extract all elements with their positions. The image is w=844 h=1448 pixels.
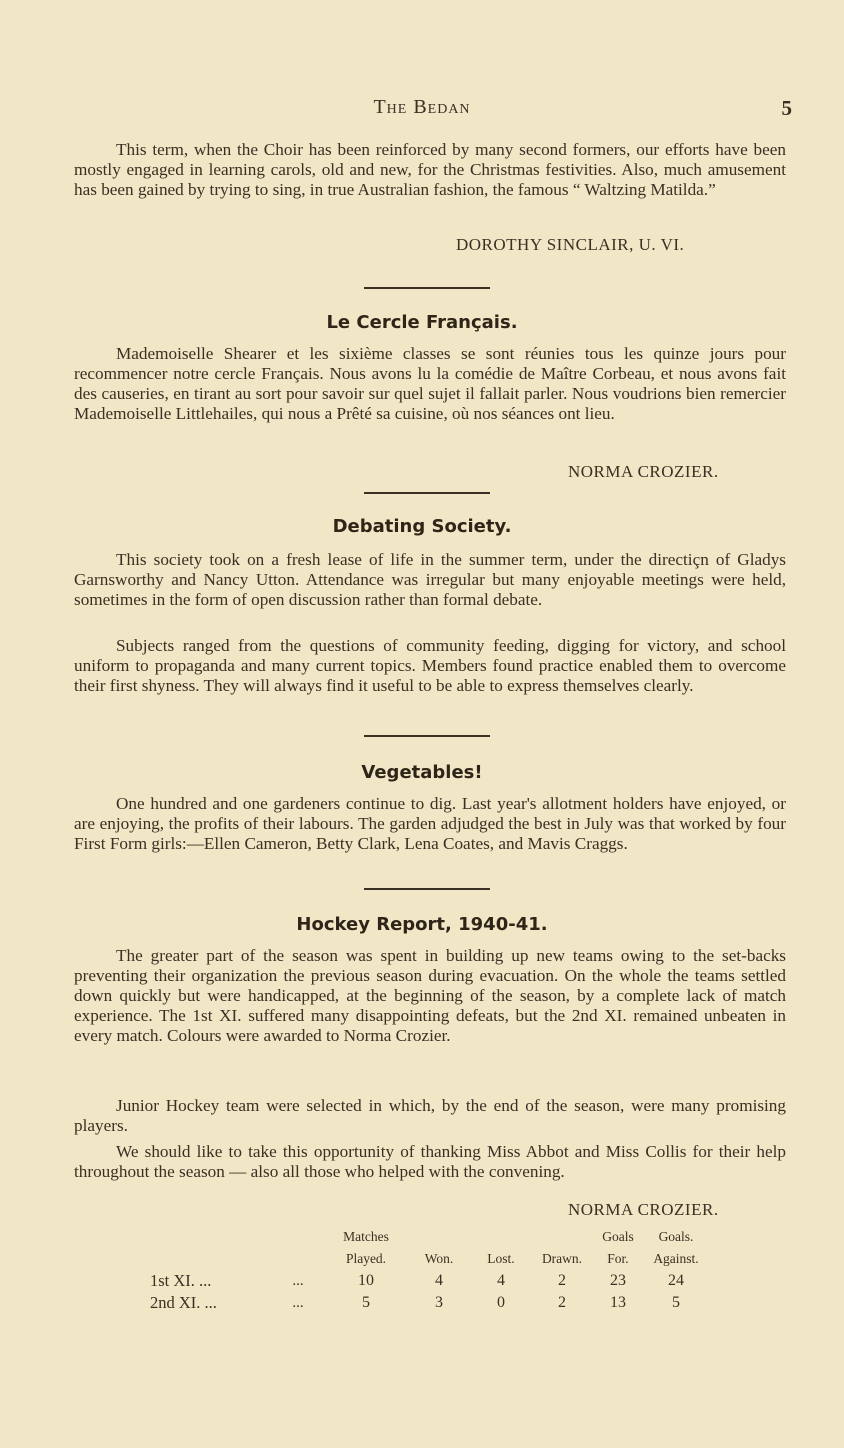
hockey-paragraph-1: The greater part of the season was spent in building up new teams owing to the set-backs preventing their organization the previous season during evacuation. On the whole the teams settled down quickly but were handicapped, at the beginning of the season, by a complete lack of match experience. The 1st XI. suffered many disappointing defeats, but the 2nd XI. remained unbeaten in every match. Colours were awarded to Norma Crozier. xyxy=(74,946,786,1045)
column-header: Drawn. xyxy=(541,1251,583,1266)
team-name: 2nd XI. ... xyxy=(150,1293,217,1312)
section-divider xyxy=(364,492,490,494)
column-header: Lost. xyxy=(487,1251,515,1266)
choir-signature: DOROTHY SINCLAIR, U. VI. xyxy=(456,235,685,254)
section-divider xyxy=(364,287,490,289)
column-header: Goals. xyxy=(658,1229,694,1244)
publication-title: The Bedan xyxy=(373,96,471,118)
team-name: 1st XI. ... xyxy=(150,1271,212,1290)
matches-lost: 4 xyxy=(497,1272,505,1289)
table-header-row xyxy=(150,1226,710,1248)
column-header: Goals xyxy=(602,1229,634,1244)
leader-dots: ... xyxy=(292,1272,304,1289)
choir-paragraph: This term, when the Choir has been reinforced by many second formers, our efforts have been mostly engaged in learning carols, old and new, for the Christmas festivities. Also, much amusement has been gained by trying to sing, in true Australian fashion, the famous “ Waltzing Matilda.” xyxy=(74,140,786,199)
table-row xyxy=(150,1292,710,1314)
table-header-row xyxy=(150,1248,710,1270)
matches-drawn: 2 xyxy=(558,1272,566,1289)
column-header: For. xyxy=(607,1251,629,1266)
debating-paragraph-1: This society took on a fresh lease of life in the summer term, under the directiçn of Gladys Garnsworthy and Nancy Utton. Attendance was irregular but many enjoyable meetings were held, sometimes in the form of open discussion rather than formal debate. xyxy=(74,550,786,609)
hockey-signature: NORMA CROZIER. xyxy=(568,1200,719,1219)
matches-drawn: 2 xyxy=(558,1294,566,1311)
cercle-paragraph: Mademoiselle Shearer et les sixième classes se sont réunies tous les quinze jours pour recommencer notre cercle Français. Nous avons lu la comédie de Maître Corbeau, et nous avons fait des causeries, en tirant au sort pour savoir sur quel sujet il fallait parler. Nous voudrions bien remercier Mademoiselle Littlehailes, qui nous a Prêté sa cuisine, où nos séances ont lieu. xyxy=(74,344,786,423)
section-divider xyxy=(364,888,490,890)
section-divider xyxy=(364,735,490,737)
column-header: Won. xyxy=(424,1251,454,1266)
cercle-heading: Le Cercle Français. xyxy=(326,312,518,333)
matches-played: 5 xyxy=(362,1294,370,1311)
page-number: 5 xyxy=(781,96,792,120)
column-header: Matches xyxy=(343,1229,389,1244)
leader-dots: ... xyxy=(292,1294,304,1311)
column-header: Played. xyxy=(345,1251,387,1266)
goals-for: 13 xyxy=(610,1294,626,1311)
column-header xyxy=(406,1226,472,1248)
hockey-results-table xyxy=(150,1226,710,1314)
column-header: Against. xyxy=(653,1251,699,1266)
vegetables-heading: Vegetables! xyxy=(361,762,483,783)
cercle-signature: NORMA CROZIER. xyxy=(568,462,719,481)
goals-for: 23 xyxy=(610,1272,626,1289)
debating-paragraph-2: Subjects ranged from the questions of community feeding, digging for victory, and school uniform to propaganda and many current topics. Members found practice enabled them to overcome their first shyness. They will always find it useful to be able to express themselves clearly. xyxy=(74,636,786,695)
debating-heading: Debating Society. xyxy=(332,516,512,537)
page-header xyxy=(0,96,844,126)
hockey-paragraph-2: Junior Hockey team were selected in which, by the end of the season, were many promising players. xyxy=(74,1096,786,1135)
goals-against: 24 xyxy=(668,1272,684,1289)
hockey-heading: Hockey Report, 1940-41. xyxy=(296,914,548,935)
table-row xyxy=(150,1270,710,1292)
column-header xyxy=(530,1226,594,1248)
matches-lost: 0 xyxy=(497,1294,505,1311)
column-header xyxy=(472,1226,530,1248)
matches-played: 10 xyxy=(358,1272,374,1289)
hockey-paragraph-3: We should like to take this opportunity of thanking Miss Abbot and Miss Collis for their help throughout the season — also all those who helped with the convening. xyxy=(74,1142,786,1181)
matches-won: 3 xyxy=(435,1294,443,1311)
goals-against: 5 xyxy=(672,1294,680,1311)
vegetables-paragraph: One hundred and one gardeners continue to dig. Last year's allotment holders have enjoyed, or are enjoying, the profits of their labours. The garden adjudged the best in July was that worked by four First Form girls:—Ellen Cameron, Betty Clark, Lena Coates, and Mavis Craggs. xyxy=(74,794,786,853)
matches-won: 4 xyxy=(435,1272,443,1289)
